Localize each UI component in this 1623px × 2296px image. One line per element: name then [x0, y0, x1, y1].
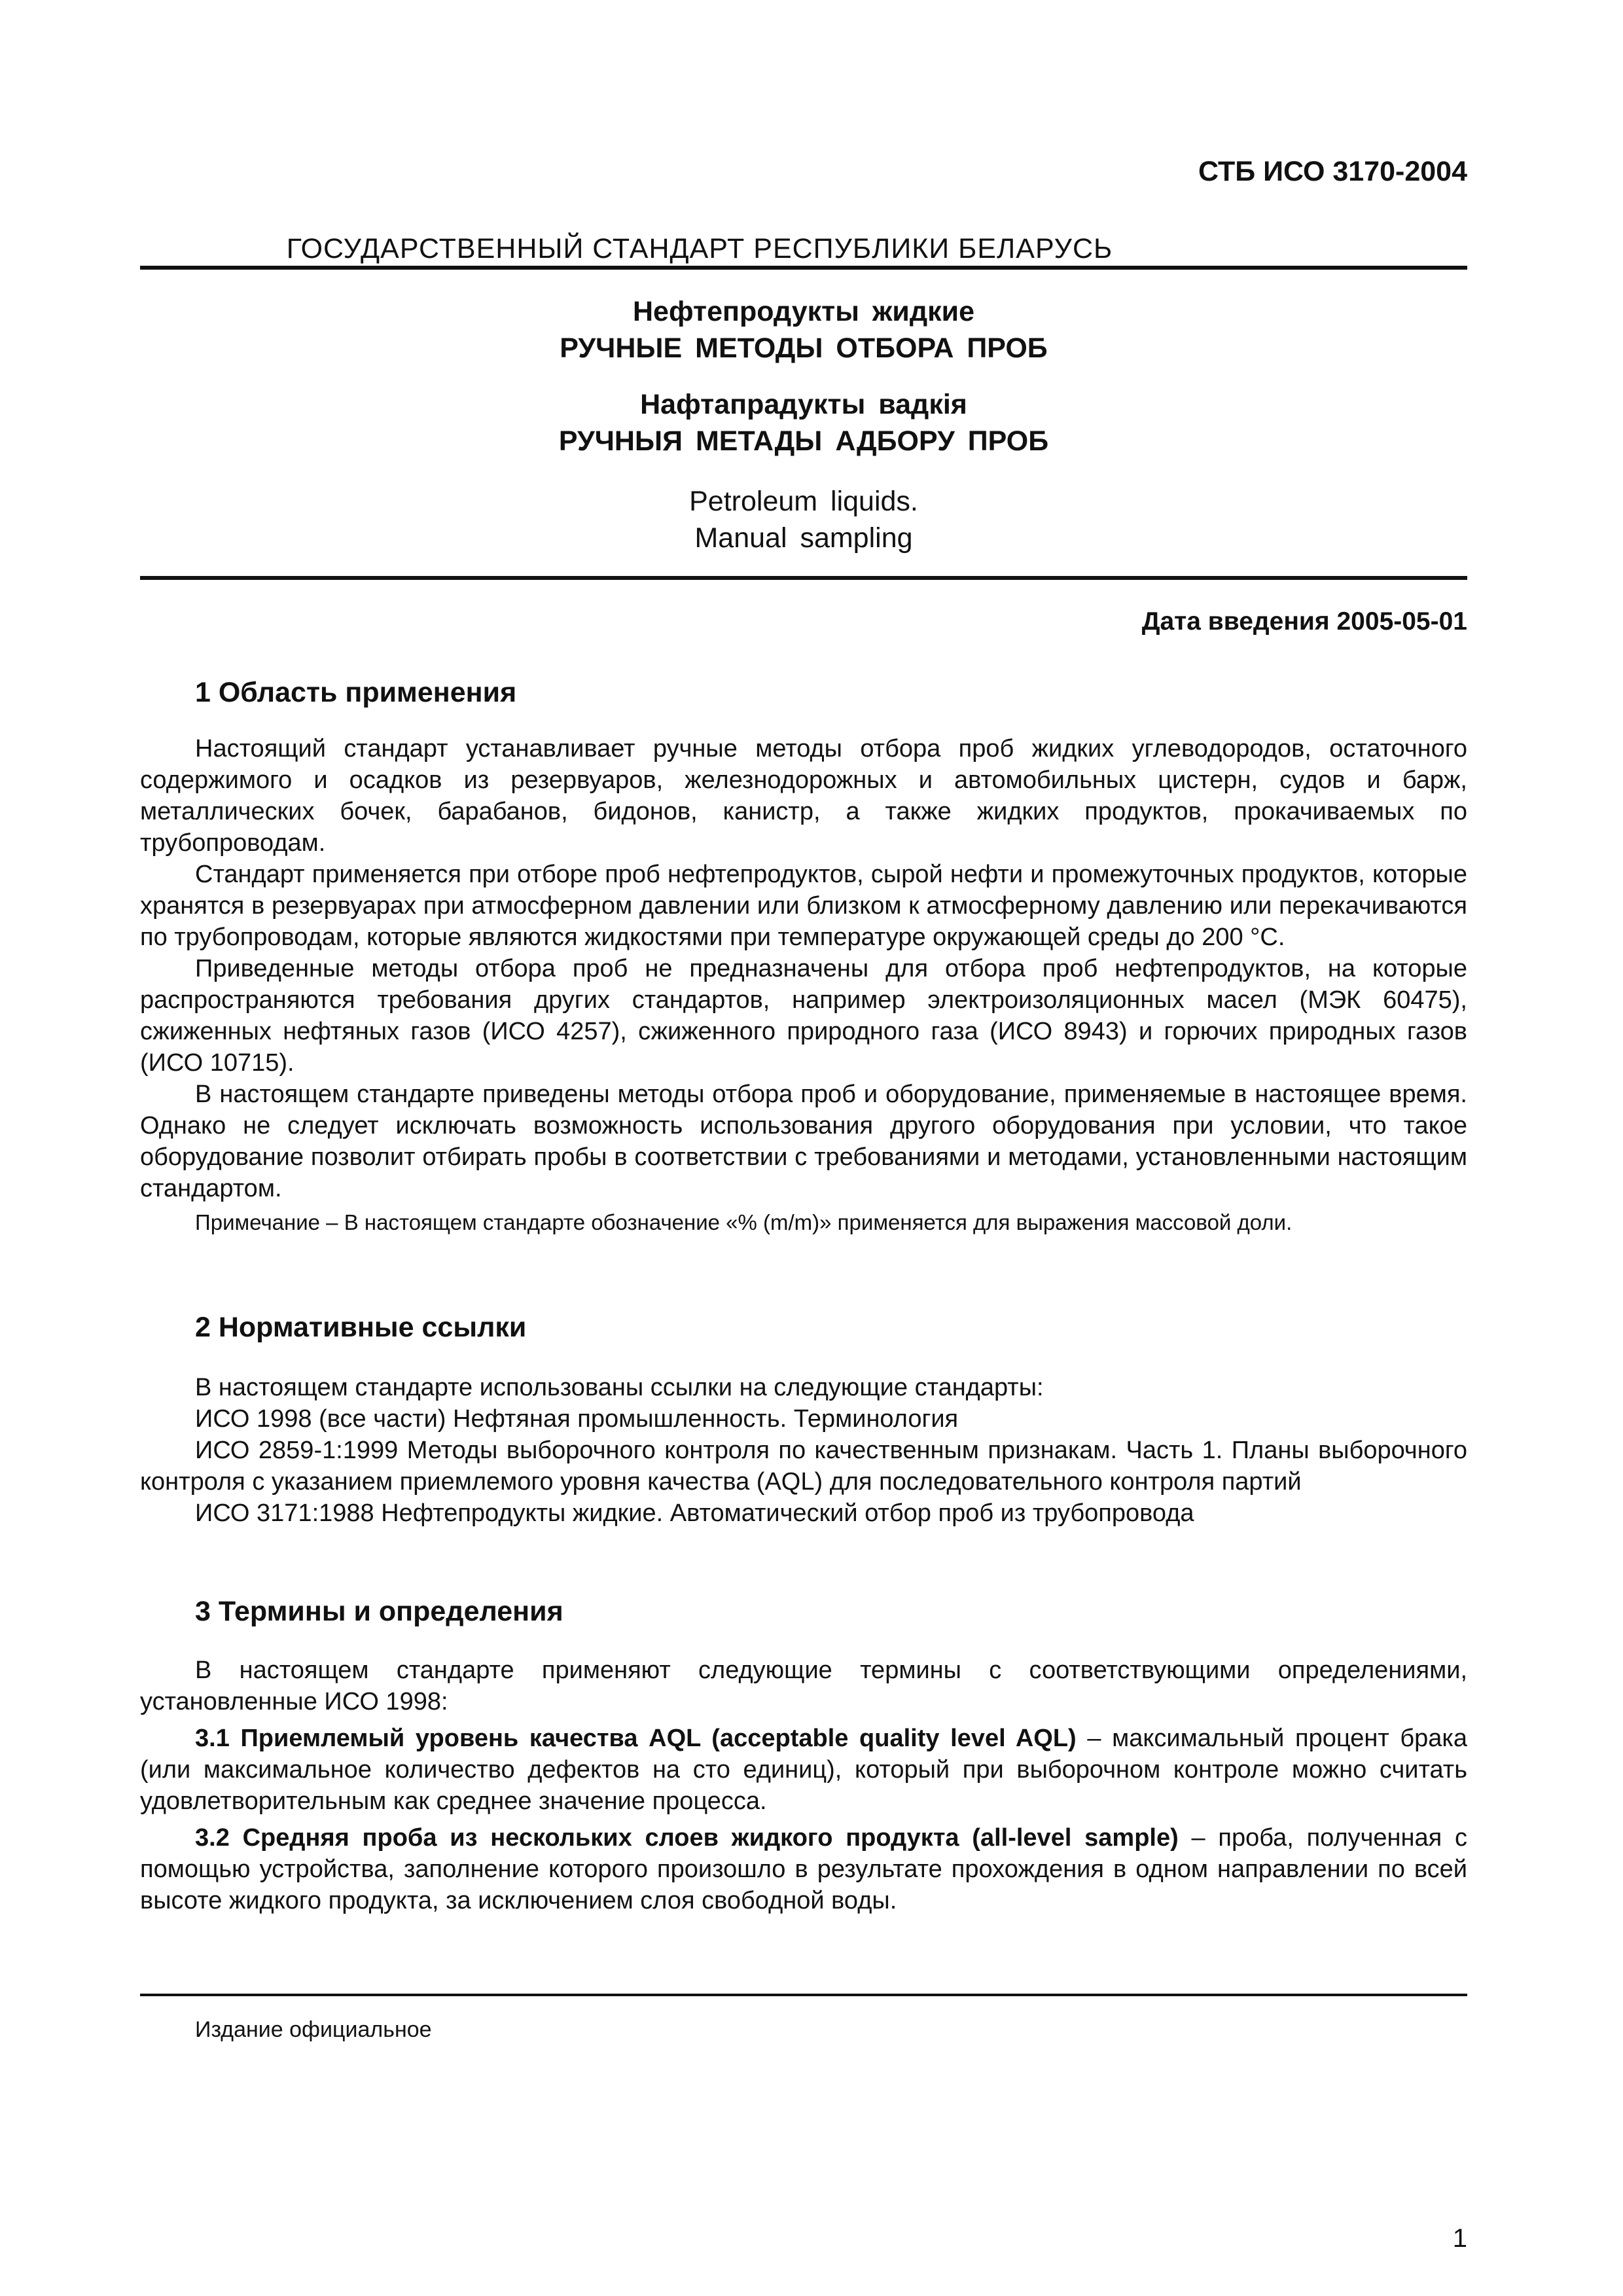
title-belarusian — [140, 386, 1467, 459]
section-3-body — [140, 1655, 1467, 1916]
titles-bottom-rule — [140, 576, 1467, 580]
section-1-paragraph-1: Настоящий стандарт устанавливает ручные методы отбора проб жидких углеводородов, остаточного содержимого и осадков из резервуаров, железнодорожных и автомобильных цистерн, судов и барж, металлических бочек, барабанов, бидонов, канистр, а также жидких продуктов, прокачиваемых по трубопроводам. — [140, 735, 1467, 857]
term-3-1 — [140, 1723, 1467, 1817]
top-rule — [140, 266, 1467, 270]
section-1-note: Примечание – В настоящем стандарте обозначение «% (m/m)» применяется для выражения массовой доли. — [195, 1210, 1293, 1234]
title-russian-line2: РУЧНЫЕ МЕТОДЫ ОТБОРА ПРОБ — [560, 332, 1048, 364]
term-3-1-name: 3.1 Приемлемый уровень качества AQL (acceptable quality level AQL) — [195, 1725, 1077, 1752]
section-1-paragraph-3: Приведенные методы отбора проб не предназначены для отбора проб нефтепродуктов, на которые распространяются требования других стандартов, например электроизоляционных масел (МЭК 60475), сжиженных нефтяных газов (ИСО 4257), сжиженного природного газа (ИСО 8943) и горючих природных газов (ИСО 10715). — [140, 955, 1467, 1077]
section-1-body — [140, 733, 1467, 1238]
section-1-paragraph-2: Стандарт применяется при отборе проб нефтепродуктов, сырой нефти и промежуточных продуктов, которые хранятся в резервуарах при атмосферном давлении или близком к атмосферному давлению или перекачиваются по трубопроводам, которые являются жидкостями при температуре окружающей среды до 200 °С. — [140, 861, 1467, 951]
term-3-2-definition: – проба, полученная с помощью устройства, заполнение которого произошло в результате прохождения в одном направлении по всей высоте жидкого продукта, за исключением слоя свободной воды. — [140, 1824, 1467, 1914]
term-3-2 — [140, 1822, 1467, 1916]
page-number: 1 — [1452, 2224, 1467, 2253]
title-english-line1: Petroleum liquids. — [689, 486, 918, 517]
section-2-reference-2: ИСО 2859-1:1999 Методы выборочного контроля по качественным признакам. Часть 1. Планы выборочного контроля с указанием приемлемого уровня качества (AQL) для последовательного контроля партий — [140, 1437, 1467, 1496]
section-2-body — [140, 1372, 1467, 1529]
section-2-heading: 2 Нормативные ссылки — [195, 1312, 527, 1343]
term-3-1-definition: – максимальный процент брака (или максимальное количество дефектов на сто единиц), который при выборочном контроле можно считать удовлетворительным как среднее значение процесса. — [140, 1725, 1467, 1815]
term-3-2-name: 3.2 Средняя проба из нескольких слоев жидкого продукта (all-level sample) — [195, 1824, 1179, 1852]
section-3-heading: 3 Термины и определения — [195, 1596, 563, 1627]
section-1-heading: 1 Область применения — [195, 677, 517, 708]
title-english — [140, 483, 1467, 556]
title-belarusian-line1: Нафтапрадукты вадкія — [640, 389, 967, 420]
section-2-paragraph-1: В настоящем стандарте использованы ссылки на следующие стандарты: — [195, 1374, 1044, 1401]
title-english-line2: Manual sampling — [694, 522, 913, 554]
section-2-reference-1: ИСО 1998 (все части) Нефтяная промышленность. Терминология — [195, 1405, 959, 1433]
introduction-date: Дата введения 2005-05-01 — [1141, 607, 1467, 636]
title-russian — [140, 293, 1467, 367]
title-russian-line1: Нефтепродукты жидкие — [632, 296, 974, 327]
section-2-reference-3: ИСО 3171:1988 Нефтепродукты жидкие. Автоматический отбор проб из трубопровода — [195, 1499, 1194, 1527]
official-edition-note: Издание официальное — [195, 2017, 432, 2042]
title-belarusian-line2: РУЧНЫЯ МЕТАДЫ АДБОРУ ПРОБ — [558, 425, 1049, 457]
state-standard-title: ГОСУДАРСТВЕННЫЙ СТАНДАРТ РЕСПУБЛИКИ БЕЛАРУСЬ — [286, 233, 1113, 264]
footer-rule — [140, 1994, 1467, 1996]
section-3-paragraph-1: В настоящем стандарте применяют следующие термины с соответствующими определениями, установленные ИСО 1998: — [140, 1657, 1467, 1715]
document-code: СТБ ИСО 3170-2004 — [1198, 156, 1467, 187]
section-1-paragraph-4: В настоящем стандарте приведены методы отбора проб и оборудование, применяемые в настоящее время. Однако не следует исключать возможность использования другого оборудования при условии, что такое оборудование позволит отбирать пробы в соответствии с требованиями и методами, установленными настоящим стандартом. — [140, 1081, 1467, 1202]
